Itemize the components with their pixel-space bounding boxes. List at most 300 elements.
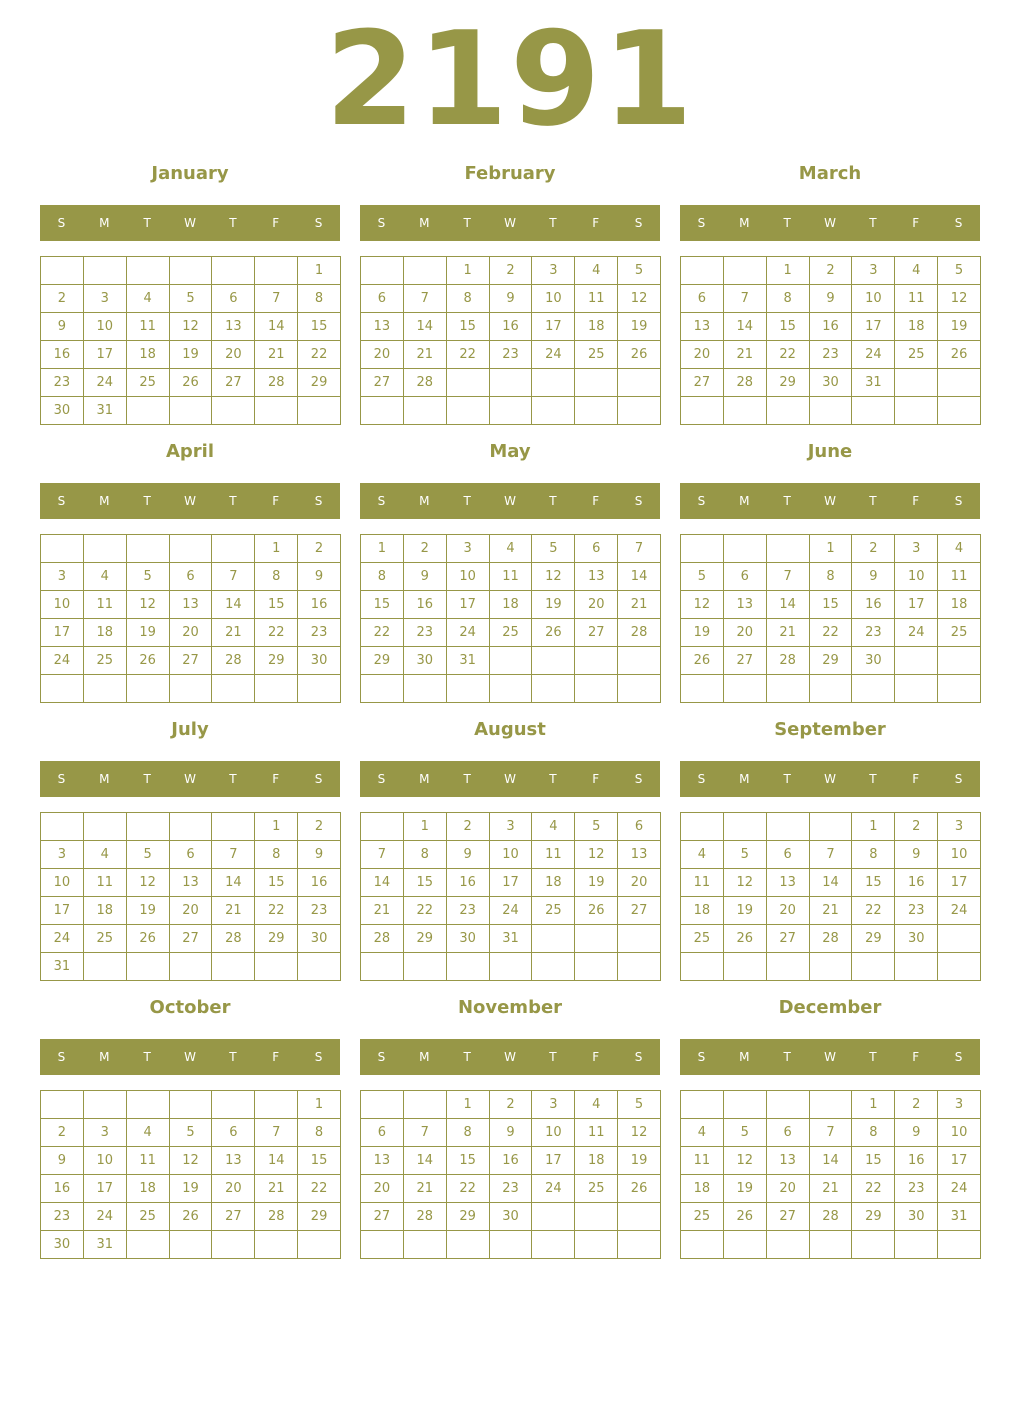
weekday-label: M	[419, 772, 430, 786]
day-cell: 23	[404, 619, 447, 647]
empty-cell	[895, 675, 938, 703]
day-cell: 27	[767, 1203, 810, 1231]
day-cell: 29	[298, 1203, 341, 1231]
day-cell: 6	[767, 1119, 810, 1147]
day-cell: 22	[255, 619, 298, 647]
day-cell: 10	[41, 869, 84, 897]
weekday-label: F	[592, 216, 600, 230]
empty-cell	[575, 369, 618, 397]
day-cell: 1	[404, 813, 447, 841]
day-cell: 19	[618, 1147, 661, 1175]
empty-cell	[767, 1091, 810, 1119]
weekday-label: S	[697, 216, 706, 230]
day-cell: 2	[895, 813, 938, 841]
day-cell: 16	[852, 591, 895, 619]
empty-cell	[84, 813, 127, 841]
day-cell: 21	[361, 897, 404, 925]
day-cell: 14	[767, 591, 810, 619]
day-cell: 29	[404, 925, 447, 953]
day-cell: 15	[810, 591, 853, 619]
day-cell: 18	[681, 1175, 724, 1203]
day-cell: 19	[618, 313, 661, 341]
day-cell: 6	[212, 1119, 255, 1147]
weekday-label: S	[954, 216, 963, 230]
month-name: May	[489, 441, 531, 462]
day-cell: 30	[404, 647, 447, 675]
day-cell: 18	[681, 897, 724, 925]
empty-cell	[575, 397, 618, 425]
weekday-label: S	[634, 772, 643, 786]
day-cell: 5	[170, 1119, 213, 1147]
day-cell: 5	[575, 813, 618, 841]
weekday-label: M	[99, 494, 110, 508]
day-cell: 25	[938, 619, 981, 647]
day-cell: 21	[255, 1175, 298, 1203]
empty-cell	[361, 813, 404, 841]
day-cell: 6	[170, 841, 213, 869]
weekday-label: T	[229, 494, 237, 508]
empty-cell	[532, 647, 575, 675]
day-cell: 7	[810, 1119, 853, 1147]
day-cell: 2	[490, 1091, 533, 1119]
weekday-header	[680, 1039, 980, 1075]
day-cell: 30	[895, 925, 938, 953]
day-cell: 8	[810, 563, 853, 591]
empty-cell	[724, 257, 767, 285]
day-cell: 2	[298, 535, 341, 563]
day-cell: 19	[532, 591, 575, 619]
weekday-label: W	[824, 1050, 836, 1064]
weekday-header	[680, 761, 980, 797]
day-cell: 2	[810, 257, 853, 285]
day-cell: 26	[681, 647, 724, 675]
day-cell: 3	[41, 563, 84, 591]
month-name: April	[165, 441, 215, 462]
day-grid	[360, 1090, 661, 1259]
empty-cell	[895, 953, 938, 981]
day-cell: 13	[170, 591, 213, 619]
month-name: January	[151, 163, 229, 184]
empty-cell	[532, 397, 575, 425]
day-cell: 13	[618, 841, 661, 869]
empty-cell	[575, 1231, 618, 1259]
empty-cell	[127, 813, 170, 841]
day-cell: 7	[767, 563, 810, 591]
weekday-label: F	[272, 216, 280, 230]
empty-cell	[298, 397, 341, 425]
day-cell: 16	[41, 1175, 84, 1203]
day-cell: 21	[767, 619, 810, 647]
empty-cell	[127, 535, 170, 563]
day-cell: 7	[810, 841, 853, 869]
day-cell: 23	[852, 619, 895, 647]
empty-cell	[532, 675, 575, 703]
empty-cell	[938, 369, 981, 397]
day-cell: 10	[852, 285, 895, 313]
day-cell: 30	[490, 1203, 533, 1231]
weekday-label: M	[99, 1050, 110, 1064]
day-cell: 8	[255, 563, 298, 591]
day-cell: 17	[532, 1147, 575, 1175]
day-cell: 14	[618, 563, 661, 591]
day-cell: 24	[41, 925, 84, 953]
day-cell: 23	[490, 341, 533, 369]
empty-cell	[127, 257, 170, 285]
day-cell: 14	[810, 1147, 853, 1175]
weekday-label: T	[229, 772, 237, 786]
day-cell: 6	[361, 1119, 404, 1147]
empty-cell	[170, 675, 213, 703]
empty-cell	[895, 1231, 938, 1259]
day-cell: 5	[170, 285, 213, 313]
weekday-header	[680, 205, 980, 241]
day-cell: 13	[681, 313, 724, 341]
day-cell: 24	[41, 647, 84, 675]
day-cell: 25	[84, 925, 127, 953]
day-cell: 15	[298, 313, 341, 341]
day-cell: 30	[298, 925, 341, 953]
day-cell: 11	[681, 869, 724, 897]
day-cell: 10	[532, 1119, 575, 1147]
weekday-label: W	[184, 772, 196, 786]
day-cell: 23	[41, 1203, 84, 1231]
day-cell: 18	[575, 1147, 618, 1175]
day-cell: 24	[532, 1175, 575, 1203]
day-cell: 19	[938, 313, 981, 341]
day-cell: 24	[447, 619, 490, 647]
weekday-header	[40, 205, 340, 241]
empty-cell	[490, 675, 533, 703]
day-cell: 7	[361, 841, 404, 869]
weekday-header	[40, 483, 340, 519]
day-grid	[40, 1090, 341, 1259]
empty-cell	[532, 1231, 575, 1259]
day-cell: 3	[532, 1091, 575, 1119]
day-cell: 4	[84, 841, 127, 869]
month-name: August	[474, 719, 546, 740]
day-cell: 28	[255, 1203, 298, 1231]
day-cell: 4	[575, 1091, 618, 1119]
day-cell: 25	[681, 925, 724, 953]
empty-cell	[575, 675, 618, 703]
empty-cell	[84, 675, 127, 703]
day-cell: 15	[298, 1147, 341, 1175]
weekday-label: S	[634, 494, 643, 508]
day-cell: 28	[810, 925, 853, 953]
day-cell: 22	[298, 341, 341, 369]
month-name: December	[778, 997, 882, 1018]
empty-cell	[170, 953, 213, 981]
weekday-label: T	[463, 216, 471, 230]
day-cell: 20	[170, 619, 213, 647]
day-cell: 29	[447, 1203, 490, 1231]
day-cell: 1	[810, 535, 853, 563]
day-grid	[40, 534, 341, 703]
day-cell: 22	[404, 897, 447, 925]
empty-cell	[618, 1231, 661, 1259]
weekday-label: F	[592, 772, 600, 786]
day-cell: 2	[447, 813, 490, 841]
day-cell: 30	[895, 1203, 938, 1231]
empty-cell	[298, 953, 341, 981]
month-name: July	[171, 719, 209, 740]
day-cell: 24	[852, 341, 895, 369]
day-cell: 8	[767, 285, 810, 313]
day-cell: 29	[298, 369, 341, 397]
day-cell: 30	[447, 925, 490, 953]
empty-cell	[938, 953, 981, 981]
day-grid	[680, 256, 981, 425]
empty-cell	[212, 813, 255, 841]
weekday-label: S	[314, 216, 323, 230]
empty-cell	[298, 675, 341, 703]
weekday-label: T	[143, 772, 151, 786]
day-cell: 15	[447, 1147, 490, 1175]
empty-cell	[212, 675, 255, 703]
day-cell: 27	[575, 619, 618, 647]
day-cell: 28	[404, 369, 447, 397]
empty-cell	[255, 397, 298, 425]
day-cell: 20	[767, 1175, 810, 1203]
day-cell: 2	[404, 535, 447, 563]
day-cell: 4	[681, 1119, 724, 1147]
weekday-label: M	[99, 216, 110, 230]
day-grid	[360, 256, 661, 425]
day-cell: 27	[212, 369, 255, 397]
day-cell: 25	[84, 647, 127, 675]
weekday-label: M	[99, 772, 110, 786]
day-cell: 1	[255, 813, 298, 841]
day-cell: 31	[447, 647, 490, 675]
empty-cell	[212, 953, 255, 981]
day-cell: 15	[255, 591, 298, 619]
day-cell: 26	[170, 369, 213, 397]
empty-cell	[681, 1091, 724, 1119]
empty-cell	[532, 369, 575, 397]
weekday-label: S	[57, 772, 66, 786]
empty-cell	[681, 1231, 724, 1259]
day-cell: 23	[41, 369, 84, 397]
weekday-label: S	[697, 1050, 706, 1064]
day-cell: 1	[767, 257, 810, 285]
weekday-label: W	[184, 216, 196, 230]
empty-cell	[170, 397, 213, 425]
day-grid	[680, 1090, 981, 1259]
day-cell: 11	[84, 869, 127, 897]
empty-cell	[84, 535, 127, 563]
day-cell: 14	[255, 313, 298, 341]
day-cell: 24	[532, 341, 575, 369]
month-name: February	[464, 163, 556, 184]
day-cell: 17	[41, 897, 84, 925]
empty-cell	[447, 953, 490, 981]
weekday-label: T	[549, 1050, 557, 1064]
day-cell: 30	[298, 647, 341, 675]
empty-cell	[212, 397, 255, 425]
day-cell: 23	[895, 1175, 938, 1203]
day-cell: 9	[490, 1119, 533, 1147]
day-cell: 13	[724, 591, 767, 619]
weekday-label: T	[869, 216, 877, 230]
day-cell: 15	[852, 869, 895, 897]
day-cell: 17	[84, 341, 127, 369]
day-cell: 5	[532, 535, 575, 563]
day-cell: 27	[618, 897, 661, 925]
weekday-label: F	[912, 1050, 920, 1064]
weekday-header	[360, 483, 660, 519]
day-cell: 26	[532, 619, 575, 647]
day-cell: 22	[361, 619, 404, 647]
day-cell: 10	[895, 563, 938, 591]
day-cell: 6	[767, 841, 810, 869]
day-cell: 14	[404, 1147, 447, 1175]
empty-cell	[938, 925, 981, 953]
day-cell: 12	[724, 1147, 767, 1175]
day-cell: 12	[681, 591, 724, 619]
weekday-label: S	[634, 216, 643, 230]
empty-cell	[41, 535, 84, 563]
weekday-label: W	[184, 494, 196, 508]
day-cell: 25	[532, 897, 575, 925]
weekday-label: W	[504, 1050, 516, 1064]
day-cell: 29	[810, 647, 853, 675]
weekday-label: S	[634, 1050, 643, 1064]
day-cell: 3	[84, 285, 127, 313]
day-cell: 24	[895, 619, 938, 647]
day-cell: 21	[404, 341, 447, 369]
weekday-label: W	[184, 1050, 196, 1064]
empty-cell	[41, 675, 84, 703]
empty-cell	[681, 675, 724, 703]
empty-cell	[255, 257, 298, 285]
day-cell: 9	[298, 563, 341, 591]
day-cell: 16	[298, 591, 341, 619]
empty-cell	[618, 369, 661, 397]
day-cell: 16	[298, 869, 341, 897]
weekday-label: S	[377, 1050, 386, 1064]
day-cell: 14	[255, 1147, 298, 1175]
empty-cell	[84, 1091, 127, 1119]
day-cell: 12	[724, 869, 767, 897]
day-cell: 17	[938, 1147, 981, 1175]
day-cell: 5	[724, 1119, 767, 1147]
day-cell: 19	[681, 619, 724, 647]
weekday-label: W	[504, 772, 516, 786]
day-cell: 15	[361, 591, 404, 619]
day-cell: 6	[212, 285, 255, 313]
weekday-label: T	[143, 216, 151, 230]
empty-cell	[170, 257, 213, 285]
day-cell: 17	[895, 591, 938, 619]
day-cell: 10	[41, 591, 84, 619]
day-cell: 6	[361, 285, 404, 313]
empty-cell	[170, 1231, 213, 1259]
day-cell: 29	[255, 925, 298, 953]
day-cell: 24	[84, 1203, 127, 1231]
empty-cell	[532, 1203, 575, 1231]
empty-cell	[361, 675, 404, 703]
day-cell: 13	[361, 1147, 404, 1175]
empty-cell	[447, 397, 490, 425]
day-cell: 23	[298, 897, 341, 925]
day-cell: 4	[84, 563, 127, 591]
day-cell: 26	[575, 897, 618, 925]
weekday-label: T	[783, 1050, 791, 1064]
day-cell: 25	[681, 1203, 724, 1231]
day-cell: 29	[852, 925, 895, 953]
day-cell: 17	[447, 591, 490, 619]
day-cell: 25	[127, 1203, 170, 1231]
day-cell: 22	[767, 341, 810, 369]
empty-cell	[767, 813, 810, 841]
weekday-label: S	[57, 216, 66, 230]
day-cell: 17	[938, 869, 981, 897]
day-cell: 25	[575, 341, 618, 369]
day-cell: 28	[767, 647, 810, 675]
weekday-label: T	[783, 216, 791, 230]
day-cell: 21	[810, 1175, 853, 1203]
weekday-header	[40, 1039, 340, 1075]
day-cell: 9	[41, 1147, 84, 1175]
empty-cell	[895, 369, 938, 397]
month-name: October	[149, 997, 231, 1018]
day-cell: 11	[127, 1147, 170, 1175]
empty-cell	[618, 1203, 661, 1231]
day-cell: 7	[724, 285, 767, 313]
weekday-header	[40, 761, 340, 797]
day-cell: 20	[170, 897, 213, 925]
empty-cell	[490, 397, 533, 425]
day-cell: 31	[41, 953, 84, 981]
weekday-label: S	[954, 772, 963, 786]
day-cell: 24	[938, 1175, 981, 1203]
day-cell: 27	[681, 369, 724, 397]
day-cell: 13	[212, 1147, 255, 1175]
day-cell: 21	[404, 1175, 447, 1203]
day-cell: 1	[255, 535, 298, 563]
day-cell: 9	[41, 313, 84, 341]
day-cell: 11	[532, 841, 575, 869]
empty-cell	[404, 675, 447, 703]
day-cell: 3	[41, 841, 84, 869]
day-cell: 28	[361, 925, 404, 953]
day-cell: 25	[490, 619, 533, 647]
empty-cell	[170, 535, 213, 563]
empty-cell	[767, 675, 810, 703]
day-cell: 20	[361, 1175, 404, 1203]
day-cell: 21	[618, 591, 661, 619]
day-cell: 30	[41, 397, 84, 425]
weekday-label: T	[549, 772, 557, 786]
day-cell: 19	[170, 341, 213, 369]
day-cell: 12	[532, 563, 575, 591]
day-cell: 18	[84, 897, 127, 925]
empty-cell	[41, 1091, 84, 1119]
weekday-label: M	[739, 1050, 750, 1064]
empty-cell	[361, 397, 404, 425]
empty-cell	[361, 953, 404, 981]
empty-cell	[404, 953, 447, 981]
empty-cell	[618, 647, 661, 675]
weekday-header	[360, 1039, 660, 1075]
empty-cell	[490, 953, 533, 981]
day-cell: 26	[170, 1203, 213, 1231]
day-cell: 29	[255, 647, 298, 675]
empty-cell	[681, 953, 724, 981]
empty-cell	[41, 813, 84, 841]
day-cell: 13	[361, 313, 404, 341]
day-cell: 26	[618, 1175, 661, 1203]
